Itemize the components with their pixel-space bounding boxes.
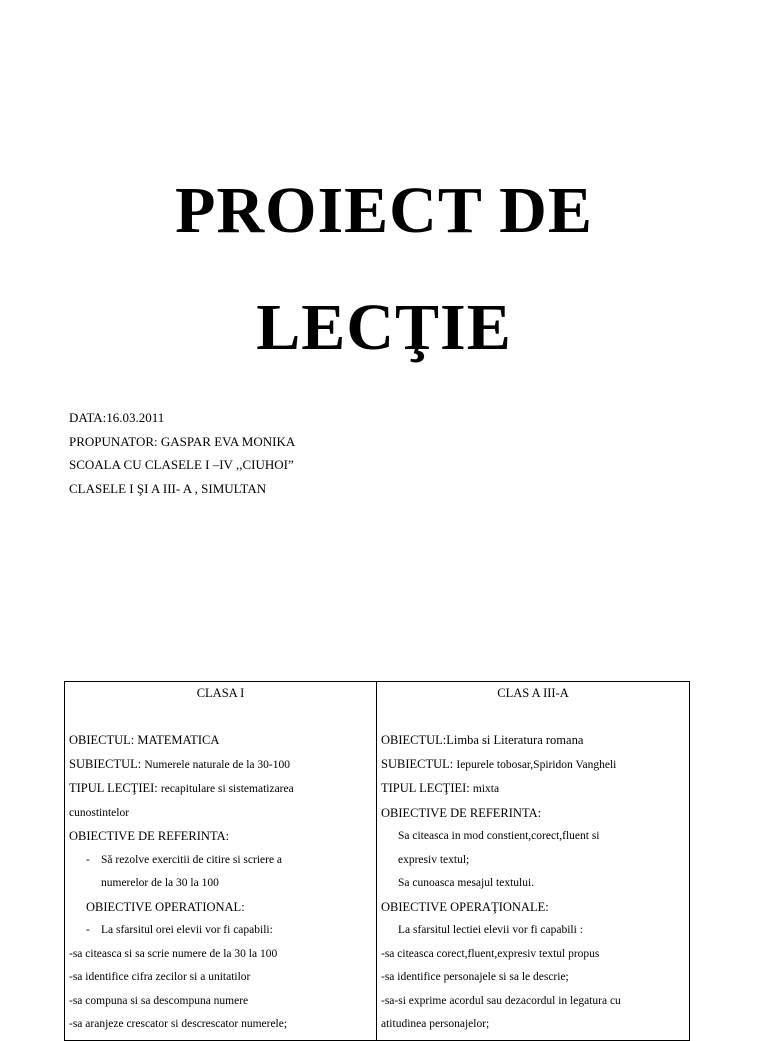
topic-value: Iepurele tobosar,Spiridon Vangheli <box>456 758 617 771</box>
list-item: -sa aranjeze crescator si descrescator numerele; <box>69 1018 288 1030</box>
list-item: -sa compuna si sa descompuna numere <box>69 994 249 1007</box>
reference-objective-item <box>69 849 372 873</box>
column-header: CLASA I <box>196 686 245 700</box>
reference-objective-continued: numerelor de la 30 la 100 <box>101 877 219 889</box>
lesson-meta <box>69 406 295 500</box>
reference-objectives-heading: OBIECTIVE DE REFERINTA: <box>381 805 542 820</box>
operational-objectives-heading: OBIECTIVE OPERATIONAL: <box>86 899 245 914</box>
meta-school: SCOALA CU CLASELE I –IV ,,CIUHOI” <box>69 457 294 472</box>
subject-line: OBIECTUL:Limba si Literatura romana <box>381 733 584 747</box>
list-item: -sa citeasca corect,fluent,expresiv textul propus <box>381 947 600 960</box>
meta-date: DATA:16.03.2011 <box>69 410 165 425</box>
lesson-type-value: recapitulare si sistematizarea <box>160 783 294 795</box>
lesson-type-line <box>69 777 372 802</box>
operational-intro <box>69 919 372 943</box>
title-line-2: LECŢIE <box>256 291 512 364</box>
list-item: -sa-si exprime acordul sau dezacordul in legatura cu <box>381 994 621 1007</box>
lesson-type-label: TIPUL LECŢIEI: <box>381 781 470 795</box>
list-item: -sa citeasca si sa scrie numere de la 30 la 100 <box>69 947 278 960</box>
reference-objective-item: Sa cunoasca mesajul textului. <box>398 877 535 889</box>
list-item: atitudinea personajelor; <box>381 1018 490 1030</box>
bullet-dash: - <box>86 924 90 936</box>
meta-classes: CLASELE I ŞI A III- A , SIMULTAN <box>69 480 267 496</box>
meta-proposer: PROPUNATOR: GASPAR EVA MONIKA <box>69 433 296 449</box>
topic-line <box>381 753 685 778</box>
reference-objective-text: Să rezolve exercitii de citire si scriere a <box>101 853 283 866</box>
column-clasa-iii <box>376 682 689 1040</box>
subject-line: OBIECTUL: MATEMATICA <box>69 733 220 747</box>
lesson-type-continued: cunostintelor <box>69 806 130 819</box>
column-header: CLAS A III-A <box>497 686 569 700</box>
topic-line <box>69 753 372 778</box>
lesson-type-label: TIPUL LECŢIEI: <box>69 781 158 795</box>
list-item: -sa identifice cifra zecilor si a unitatilor <box>69 971 251 983</box>
column-clasa-i <box>65 682 376 1040</box>
title-line-1: PROIECT DE <box>175 174 593 247</box>
operational-intro: La sfarsitul lectiei elevii vor fi capabili : <box>398 924 583 936</box>
reference-objectives-heading: OBIECTIVE DE REFERINTA: <box>69 829 230 843</box>
list-item: -sa identifice personajele si sa le descrie; <box>381 971 569 983</box>
topic-label: SUBIECTUL: <box>69 756 142 771</box>
operational-objectives-heading: OBIECTIVE OPERAŢIONALE: <box>381 899 549 914</box>
reference-objective-item: Sa citeasca in mod constient,corect,fluent si <box>398 830 600 842</box>
lesson-table <box>64 681 690 1041</box>
topic-label: SUBIECTUL: <box>381 756 454 771</box>
lesson-type-line <box>381 777 685 802</box>
operational-intro-text: La sfarsitul orei elevii vor fi capabili: <box>101 924 273 936</box>
topic-value: Numerele naturale de la 30-100 <box>144 758 290 771</box>
bullet-dash: - <box>86 853 90 866</box>
lesson-type-value: mixta <box>472 783 500 795</box>
reference-objective-continued: expresiv textul; <box>398 853 470 866</box>
